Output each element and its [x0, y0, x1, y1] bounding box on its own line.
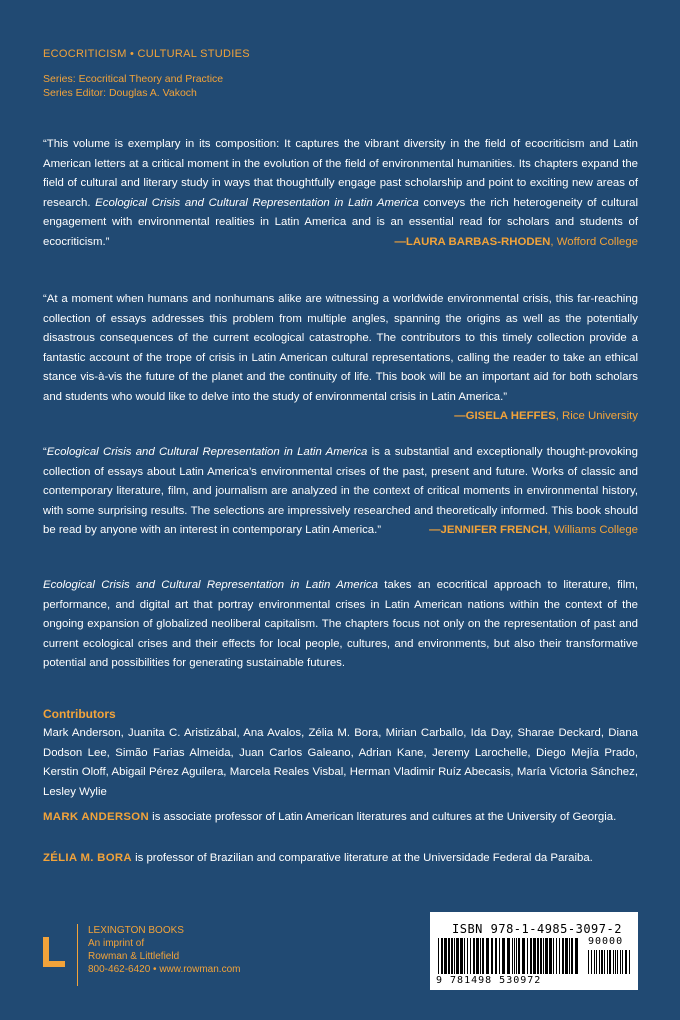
bio-text: is associate professor of Latin American literatures and cultures at the University of Georgia. [149, 811, 617, 823]
book-title: Ecological Crisis and Cultural Representation in Latin America [43, 579, 378, 591]
editor-name: ZÉLIA M. BORA [43, 852, 132, 864]
quote-text: “ [43, 446, 47, 458]
series-name: Series: Ecocritical Theory and Practice [43, 73, 224, 85]
quote-attribution [429, 521, 638, 541]
editor-bio [43, 850, 643, 866]
quote-text: “This volume is exemplary in its composition: It captures the vibrant diversity in the field of ecocriticism and Latin American letters at a critical moment in the evolution of the field of environmental humanities. Its chapters expand the field of cultural and literary study in ways that thoughtfully engage past scholarship and point to exciting new areas of research. [43, 138, 638, 209]
endorsement-quote [43, 290, 638, 427]
bio-text: is professor of Brazilian and comparative literature at the Universidade Federal da Paraiba. [131, 852, 593, 864]
publisher-contact: 800-462-6420 • www.rowman.com [88, 964, 241, 975]
publisher-divider [77, 924, 78, 986]
quote-text: “At a moment when humans and nonhumans alike are witnessing a worldwide environmental crisis, this far-reaching collection of essays addresses this problem from multiple angles, spanning the origins as well as the potentially disastrous consequences of the current ecological catastrophe. The contributors to this timely collection provide a fantastic account of the trope of crisis in Latin American cultural representations, calling the reader to take an ethical stance vis-à-vis the future of the planet and the continuity of life. This book will be an important aid for both scholars and students who would like to delve into the study of environmental crisis in Latin America.” [43, 293, 638, 403]
publisher-parent: Rowman & Littlefield [88, 951, 180, 962]
book-title: Ecological Crisis and Cultural Representation in Latin America [46, 446, 368, 458]
price-barcode-icon [588, 950, 632, 974]
quote-text: is a substantial and exceptionally thought-provoking collection of essays about Latin America’s environmental crises of the past, present and future. Works of classic and contemporary literature, film, and journalism are analyzed in the context of critical moments in environmental history, with some surprising results. The selections are impressively researched and theoretically informed. This book should be read by anyone with an interest in contemporary Latin America.” [43, 446, 638, 536]
book-description [43, 576, 638, 674]
subject-category: ECOCRITICISM • CULTURAL STUDIES [43, 48, 250, 60]
ean-number: 9 781498 530972 [436, 975, 542, 986]
quote-text: conveys the rich heterogeneity of cultural engagement with environmental realities in Latin America and is an essential read for scholars and students of ecocriticism.” [43, 196, 638, 248]
publisher-name: LEXINGTON BOOKS [88, 925, 184, 936]
contributors-heading: Contributors [43, 707, 116, 721]
series-info [43, 72, 223, 100]
endorsement-quote [43, 443, 638, 541]
editor-name: MARK ANDERSON [43, 811, 149, 823]
series-editor: Series Editor: Douglas A. Vakoch [43, 87, 197, 99]
editor-bio [43, 809, 643, 825]
description-text: takes an ecocritical approach to literature, film, performance, and digital art that portray environmental crises in Latin American nations within the context of the ongoing expansion of globalized neoliberal capitalism. The chapters focus not only on the representation of past and current ecological crises and their effects for local people, cultures, and environments, but also their transformative potential and possibilities for generating sustainable futures. [43, 579, 638, 669]
price-code: 90000 [588, 936, 624, 947]
isbn-number: ISBN 978-1-4985-3097-2 [452, 922, 622, 936]
book-title: Ecological Crisis and Cultural Representation in Latin America [95, 196, 419, 209]
quote-affiliation: , Rice University [555, 410, 638, 422]
quote-author: —GISELA HEFFES [454, 410, 556, 422]
quote-affiliation: , Williams College [547, 524, 638, 536]
quote-author: —LAURA BARBAS-RHODEN [394, 235, 551, 248]
publisher-logo-icon [43, 937, 67, 967]
endorsement-quote [43, 135, 638, 252]
quote-author: —JENNIFER FRENCH [429, 524, 548, 536]
ean-barcode-icon [438, 938, 580, 974]
quote-attribution [395, 233, 638, 253]
quote-attribution [454, 407, 638, 427]
isbn-barcode [430, 912, 638, 990]
quote-affiliation: , Wofford College [550, 235, 638, 248]
publisher-imprint: An imprint of [88, 938, 145, 949]
contributors-list: Mark Anderson, Juanita C. Aristizábal, Ana Avalos, Zélia M. Bora, Mirian Carballo, Ida Day, Sharae Deckard, Diana Dodson Lee, Simão Farias Almeida, Juan Carlos Galeano, Adrian Kane, Jeremy Larochelle, Diego Mejía Prado, Kerstin Oloff, Abigail Pérez Aguilera, Marcela Reales Visbal, Herman Vladimir Ruíz Abecasis, María Victoria Sánchez, Lesley Wylie [43, 727, 638, 798]
publisher-info [88, 924, 240, 976]
